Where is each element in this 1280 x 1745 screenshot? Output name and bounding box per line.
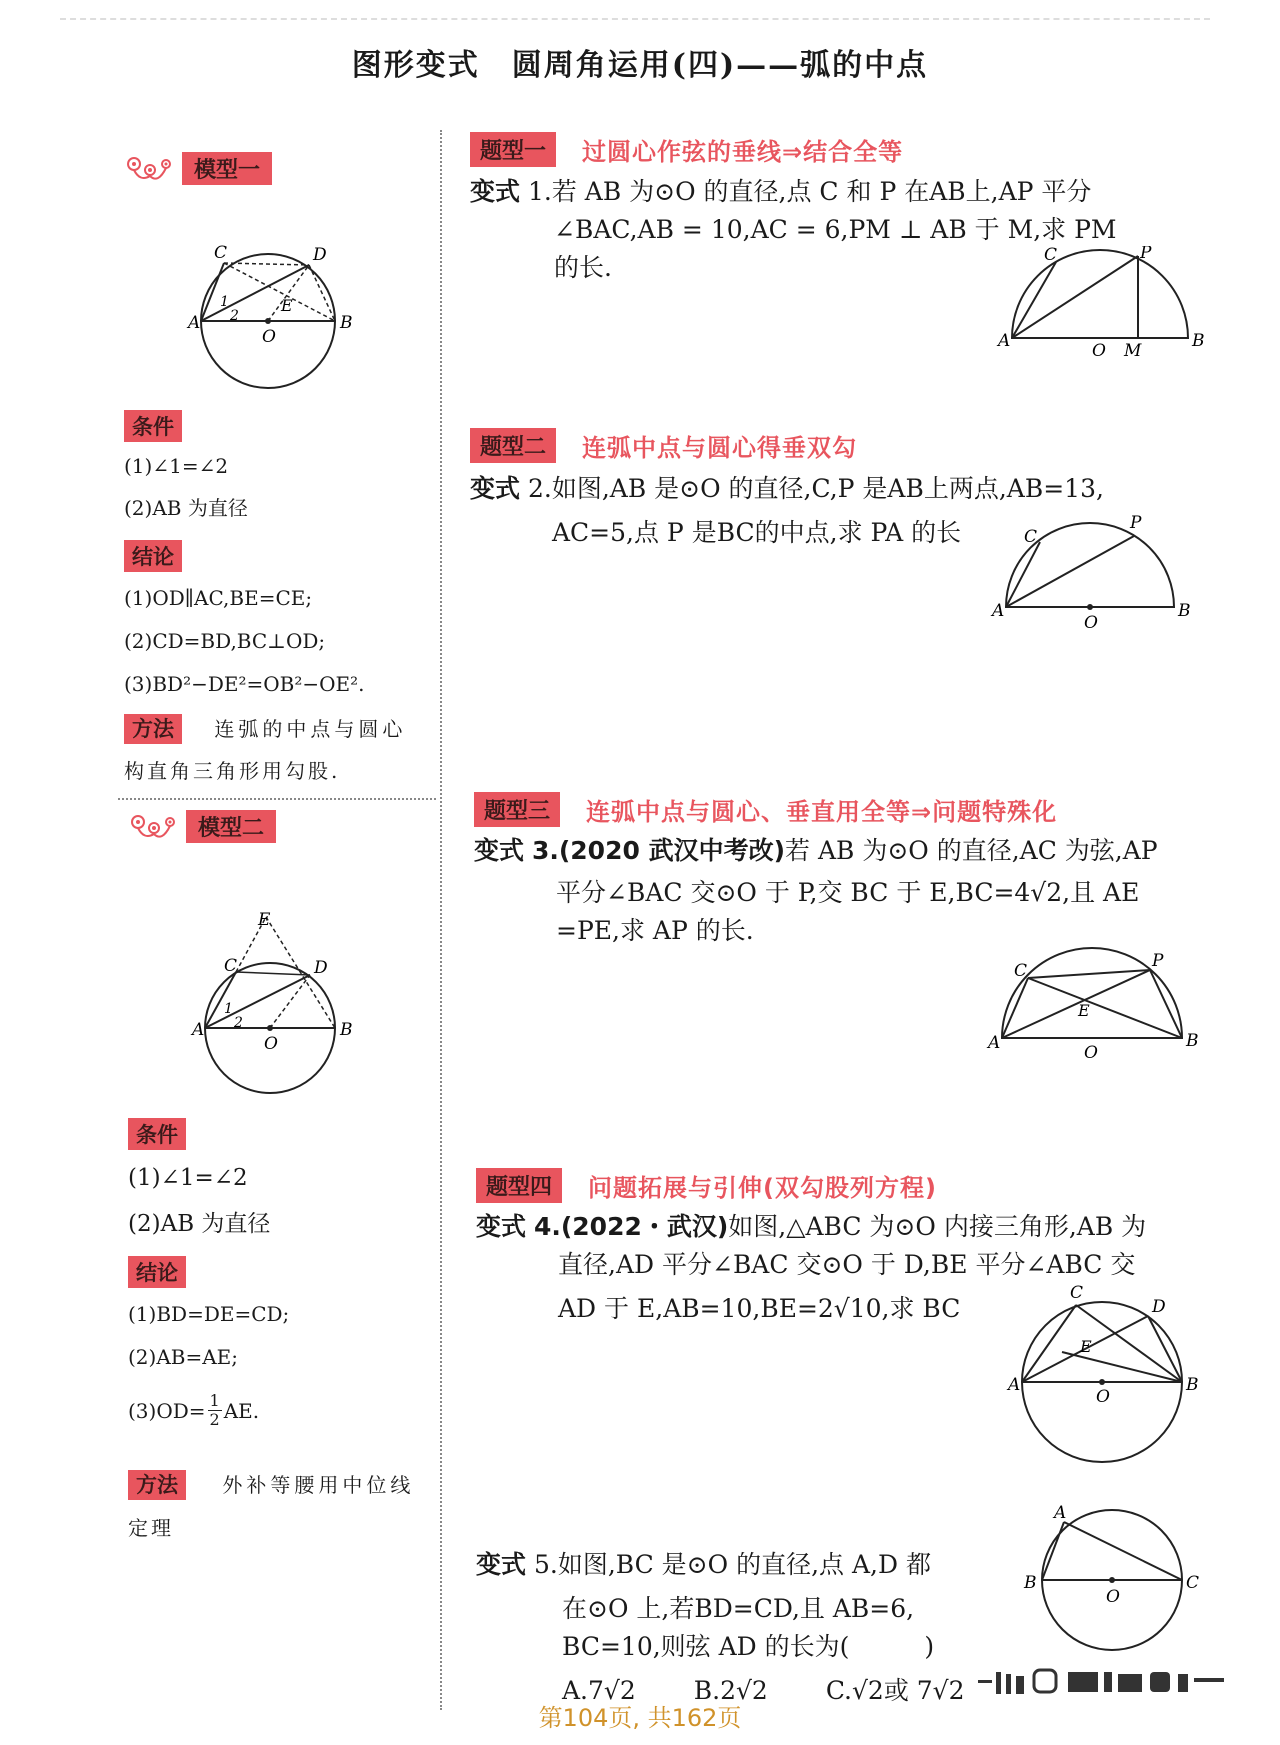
t4-label-O: O — [1096, 1387, 1110, 1407]
model2-method-2: 定理 — [128, 1516, 174, 1540]
t4-label-C: C — [1070, 1283, 1084, 1303]
type2-tag: 题型二 — [470, 428, 556, 463]
m2-angle-1: 1 — [224, 1001, 233, 1017]
type1-line-3: 的长. — [554, 253, 612, 282]
t3-label-A: A — [988, 1033, 1001, 1053]
type2-subtitle: 连弧中点与圆心得垂双勾 — [582, 434, 858, 462]
type3-line-2: 平分∠BAC 交⊙O 于 P,交 BC 于 E,BC=4√2,且 AE — [556, 878, 1140, 907]
model2-condition-2: (2)AB 为直径 — [128, 1211, 271, 1237]
q5-label-A: A — [1054, 1503, 1067, 1523]
t1-label-O: O — [1092, 341, 1106, 361]
model2-conditions-label: 条件 — [128, 1118, 186, 1150]
t4-label-B: B — [1186, 1375, 1199, 1395]
type2-header — [470, 428, 857, 463]
t3-label-O: O — [1084, 1043, 1098, 1063]
t3-label-P: P — [1152, 951, 1164, 971]
model2-conclusion-3: (3)OD= $\frac{1}{2}$ AE. — [128, 1391, 260, 1429]
type4-header — [476, 1168, 937, 1203]
type1-subtitle: 过圆心作弦的垂线⇒结合全等 — [582, 138, 904, 166]
top-dashed-line — [60, 18, 1210, 20]
t4-label-A: A — [1008, 1375, 1021, 1395]
t2-label-C: C — [1024, 527, 1038, 547]
type1-line-1: 变式 1.若 AB 为⊙O 的直径,点 C 和 P 在AB上,AP 平分 — [470, 177, 1092, 206]
page-footer: 第104页, 共162页 — [538, 1704, 742, 1732]
t1-label-B: B — [1192, 331, 1205, 351]
model2-figure — [188, 905, 368, 1105]
model1-conclusion-1: (1)OD∥AC,BE=CE; — [124, 586, 313, 610]
model-divider — [118, 798, 436, 800]
model1-method-2: 构直角三角形用勾股. — [124, 759, 341, 783]
model2-conclusion-1: (1)BD=DE=CD; — [128, 1302, 290, 1326]
model2-conclusion-2: (2)AB=AE; — [128, 1345, 239, 1369]
t1-label-A: A — [998, 331, 1011, 351]
type3-header — [474, 792, 1057, 827]
type1-line-2: ∠BAC,AB = 10,AC = 6,PM ⊥ AB 于 M,求 PM — [554, 215, 1117, 244]
type1-figure — [996, 246, 1206, 361]
q5-label-B: B — [1024, 1573, 1037, 1593]
type3-subtitle: 连弧中点与圆心、垂直用全等⇒问题特殊化 — [586, 798, 1058, 826]
type4-figure — [1004, 1278, 1214, 1468]
m1-label-E: E — [281, 296, 293, 315]
model1-conclusion-label: 结论 — [124, 540, 182, 572]
flower-icon — [120, 150, 176, 186]
m1-label-B: B — [340, 313, 353, 333]
model1-conclusion-3: (3)BD²−DE²=OB²−OE². — [124, 672, 365, 696]
model1-conditions-label: 条件 — [124, 410, 182, 442]
model2-method: 方法 外补等腰用中位线 — [128, 1470, 414, 1500]
type4-line-3: AD 于 E,AB=10,BE=2√10,求 BC — [558, 1294, 961, 1323]
t2-label-A: A — [992, 601, 1005, 621]
q5-option-b: B.2√2 — [693, 1676, 768, 1705]
q5-label-C: C — [1186, 1573, 1200, 1593]
m2-label-O: O — [264, 1034, 278, 1054]
m2-label-E: E — [258, 910, 271, 930]
m1-label-O: O — [262, 327, 276, 347]
t3-label-B: B — [1186, 1031, 1199, 1051]
t4-label-D: D — [1152, 1297, 1166, 1317]
model2-conclusion-label: 结论 — [128, 1256, 186, 1288]
type3-figure — [984, 946, 1204, 1066]
model1-condition-1: (1)∠1=∠2 — [124, 454, 229, 478]
m1-label-A: A — [188, 313, 201, 333]
m2-angle-2: 2 — [234, 1015, 243, 1031]
model1-tag: 模型一 — [182, 152, 272, 185]
model1-condition-2: (2)AB 为直径 — [124, 496, 248, 520]
q5-option-c: C.√2或 7√2 — [825, 1676, 965, 1705]
flower-icon — [124, 808, 180, 844]
t2-label-P: P — [1130, 513, 1142, 533]
model1-method: 方法 连弧的中点与圆心 — [124, 714, 406, 744]
m2-label-C: C — [224, 956, 238, 976]
model2-tag: 模型二 — [186, 810, 276, 843]
type4-line-2: 直径,AD 平分∠BAC 交⊙O 于 D,BE 平分∠ABC 交 — [558, 1250, 1136, 1279]
m2-label-D: D — [314, 958, 328, 978]
t3-label-E: E — [1078, 1001, 1090, 1020]
model1-figure — [180, 238, 370, 398]
q5-label-O: O — [1106, 1587, 1120, 1607]
t1-label-P: P — [1140, 246, 1152, 263]
type3-line-1: 变式 3.(2020 武汉中考改)若 AB 为⊙O 的直径,AC 为弦,AP — [474, 836, 1158, 865]
type4-subtitle: 问题拓展与引伸(双勾股列方程) — [588, 1174, 937, 1202]
type1-header — [470, 132, 903, 167]
type2-line-1: 变式 2.如图,AB 是⊙O 的直径,C,P 是AB上两点,AB=13, — [470, 474, 1104, 503]
m2-label-B: B — [340, 1020, 353, 1040]
t3-label-C: C — [1014, 961, 1028, 981]
t4-label-E: E — [1080, 1337, 1092, 1356]
q5-line-3: BC=10,则弦 AD 的长为( ) — [562, 1632, 935, 1661]
type3-tag: 题型三 — [474, 792, 560, 827]
type2-line-2: AC=5,点 P 是BC的中点,求 PA 的长 — [552, 518, 962, 547]
type3-line-3: =PE,求 AP 的长. — [556, 916, 754, 945]
q5-line-2: 在⊙O 上,若BD=CD,且 AB=6, — [562, 1594, 915, 1623]
m1-label-D: D — [313, 245, 327, 265]
t1-label-M: M — [1124, 341, 1142, 361]
t1-label-C: C — [1044, 246, 1058, 265]
type4-line-1: 变式 4.(2022・武汉)如图,△ABC 为⊙O 内接三角形,AB 为 — [476, 1212, 1147, 1241]
type1-tag: 题型一 — [470, 132, 556, 167]
model1-conclusion-2: (2)CD=BD,BC⊥OD; — [124, 629, 326, 653]
model2-header — [124, 808, 276, 844]
m1-angle-2: 2 — [230, 308, 239, 324]
m1-label-C: C — [214, 243, 228, 263]
q5-figure — [1016, 1500, 1206, 1660]
page-title: 图形变式 圆周角运用(四)——弧的中点 — [351, 48, 929, 83]
q5-line-1: 变式 5.如图,BC 是⊙O 的直径,点 A,D 都 — [476, 1550, 931, 1579]
q5-option-a: A.7√2 — [562, 1676, 636, 1705]
m1-angle-1: 1 — [220, 294, 229, 310]
model1-header — [120, 150, 272, 186]
type2-figure — [990, 512, 1200, 630]
watermark-graphic — [978, 1668, 1238, 1696]
t2-label-B: B — [1178, 601, 1191, 621]
type4-tag: 题型四 — [476, 1168, 562, 1203]
column-divider — [440, 130, 442, 1710]
m2-label-A: A — [192, 1020, 205, 1040]
model2-condition-1: (1)∠1=∠2 — [128, 1165, 248, 1191]
t2-label-O: O — [1084, 613, 1098, 630]
